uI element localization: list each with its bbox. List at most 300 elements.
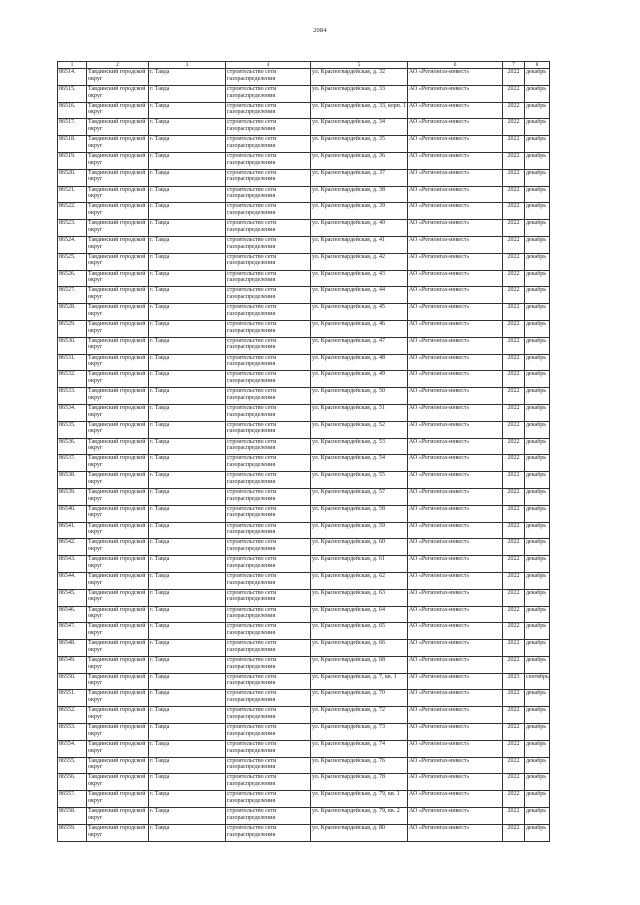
work-type-cell: строительство сети газораспределения	[226, 791, 311, 808]
work-type-cell: строительство сети газораспределения	[226, 623, 311, 640]
organization-cell: АО «Регионгаз-инвест»	[408, 505, 503, 522]
district-cell: Тавдинский городской округ	[87, 673, 149, 690]
year-cell: 2022	[503, 287, 525, 304]
locality-cell: г. Тавда	[149, 774, 226, 791]
address-cell: ул. Красногвардейская, д. 50	[311, 388, 408, 405]
row-number: 86524.	[58, 236, 87, 253]
row-number: 86549.	[58, 656, 87, 673]
month-cell: декабрь	[525, 438, 550, 455]
district-cell: Тавдинский городской округ	[87, 808, 149, 825]
month-cell: декабрь	[525, 136, 550, 153]
table-row	[58, 354, 550, 371]
work-type-cell: строительство сети газораспределения	[226, 85, 311, 102]
year-cell: 2022	[503, 488, 525, 505]
table-row	[58, 824, 550, 841]
month-cell: декабрь	[525, 304, 550, 321]
district-cell: Тавдинский городской округ	[87, 119, 149, 136]
district-cell: Тавдинский городской округ	[87, 371, 149, 388]
work-type-cell: строительство сети газораспределения	[226, 707, 311, 724]
district-cell: Тавдинский городской округ	[87, 522, 149, 539]
organization-cell: АО «Регионгаз-инвест»	[408, 656, 503, 673]
table-row	[58, 287, 550, 304]
address-cell: ул. Красногвардейская, д. 39	[311, 203, 408, 220]
district-cell: Тавдинский городской округ	[87, 136, 149, 153]
year-cell: 2022	[503, 757, 525, 774]
district-cell: Тавдинский городской округ	[87, 438, 149, 455]
locality-cell: г. Тавда	[149, 421, 226, 438]
table-row	[58, 623, 550, 640]
table-row	[58, 152, 550, 169]
address-cell: ул. Красногвардейская, д. 36	[311, 152, 408, 169]
table-row	[58, 320, 550, 337]
organization-cell: АО «Регионгаз-инвест»	[408, 606, 503, 623]
locality-cell: г. Тавда	[149, 287, 226, 304]
work-type-cell: строительство сети газораспределения	[226, 270, 311, 287]
table-row	[58, 304, 550, 321]
work-type-cell: строительство сети газораспределения	[226, 556, 311, 573]
month-cell: декабрь	[525, 169, 550, 186]
row-number: 86525.	[58, 253, 87, 270]
organization-cell: АО «Регионгаз-инвест»	[408, 236, 503, 253]
year-cell: 2022	[503, 824, 525, 841]
year-cell: 2022	[503, 304, 525, 321]
table-row	[58, 337, 550, 354]
month-cell: декабрь	[525, 455, 550, 472]
table-row	[58, 539, 550, 556]
locality-cell: г. Тавда	[149, 539, 226, 556]
locality-cell: г. Тавда	[149, 388, 226, 405]
locality-cell: г. Тавда	[149, 690, 226, 707]
address-cell: ул. Красногвардейская, д. 33, корп. 1	[311, 102, 408, 119]
organization-cell: АО «Регионгаз-инвест»	[408, 152, 503, 169]
column-number: 4	[226, 62, 311, 69]
row-number: 86535.	[58, 421, 87, 438]
year-cell: 2022	[503, 119, 525, 136]
row-number: 86520.	[58, 169, 87, 186]
district-cell: Тавдинский городской округ	[87, 102, 149, 119]
locality-cell: г. Тавда	[149, 757, 226, 774]
year-cell: 2022	[503, 421, 525, 438]
row-number: 86539.	[58, 488, 87, 505]
locality-cell: г. Тавда	[149, 186, 226, 203]
locality-cell: г. Тавда	[149, 169, 226, 186]
address-cell: ул. Красногвардейская, д. 42	[311, 253, 408, 270]
table-row	[58, 572, 550, 589]
locality-cell: г. Тавда	[149, 236, 226, 253]
district-cell: Тавдинский городской округ	[87, 724, 149, 741]
month-cell: декабрь	[525, 690, 550, 707]
address-cell: ул. Красногвардейская, д. 55	[311, 472, 408, 489]
locality-cell: г. Тавда	[149, 808, 226, 825]
year-cell: 2022	[503, 320, 525, 337]
locality-cell: г. Тавда	[149, 488, 226, 505]
row-number: 86541.	[58, 522, 87, 539]
table-row	[58, 707, 550, 724]
organization-cell: АО «Регионгаз-инвест»	[408, 438, 503, 455]
month-cell: сентябрь	[525, 673, 550, 690]
month-cell: декабрь	[525, 69, 550, 86]
table-row	[58, 606, 550, 623]
organization-cell: АО «Регионгаз-инвест»	[408, 690, 503, 707]
address-cell: ул. Красногвардейская, д. 58	[311, 505, 408, 522]
address-cell: ул. Красногвардейская, д. 38	[311, 186, 408, 203]
address-cell: ул. Красногвардейская, д. 34	[311, 119, 408, 136]
row-number: 86519.	[58, 152, 87, 169]
work-type-cell: строительство сети газораспределения	[226, 337, 311, 354]
address-cell: ул. Красногвардейская, д. 52	[311, 421, 408, 438]
month-cell: декабрь	[525, 656, 550, 673]
address-cell: ул. Красногвардейская, д. 61	[311, 556, 408, 573]
page-number: 2084	[313, 27, 327, 34]
work-type-cell: строительство сети газораспределения	[226, 808, 311, 825]
locality-cell: г. Тавда	[149, 85, 226, 102]
organization-cell: АО «Регионгаз-инвест»	[408, 337, 503, 354]
year-cell: 2022	[503, 572, 525, 589]
district-cell: Тавдинский городской округ	[87, 488, 149, 505]
table-row	[58, 119, 550, 136]
table-row	[58, 640, 550, 657]
work-type-cell: строительство сети газораспределения	[226, 539, 311, 556]
work-type-cell: строительство сети газораспределения	[226, 169, 311, 186]
year-cell: 2022	[503, 724, 525, 741]
address-cell: ул. Красногвардейская, д. 78	[311, 774, 408, 791]
work-type-cell: строительство сети газораспределения	[226, 774, 311, 791]
row-number: 86550.	[58, 673, 87, 690]
address-cell: ул. Красногвардейская, д. 43	[311, 270, 408, 287]
district-cell: Тавдинский городской округ	[87, 270, 149, 287]
address-cell: ул. Красногвардейская, д. 37	[311, 169, 408, 186]
locality-cell: г. Тавда	[149, 69, 226, 86]
row-number: 86543.	[58, 556, 87, 573]
district-cell: Тавдинский городской округ	[87, 220, 149, 237]
work-type-cell: строительство сети газораспределения	[226, 589, 311, 606]
month-cell: декабрь	[525, 606, 550, 623]
year-cell: 2022	[503, 707, 525, 724]
organization-cell: АО «Регионгаз-инвест»	[408, 589, 503, 606]
year-cell: 2022	[503, 102, 525, 119]
month-cell: декабрь	[525, 724, 550, 741]
organization-cell: АО «Регионгаз-инвест»	[408, 421, 503, 438]
district-cell: Тавдинский городской округ	[87, 757, 149, 774]
work-type-cell: строительство сети газораспределения	[226, 304, 311, 321]
locality-cell: г. Тавда	[149, 220, 226, 237]
row-number: 86516.	[58, 102, 87, 119]
year-cell: 2022	[503, 455, 525, 472]
month-cell: декабрь	[525, 539, 550, 556]
locality-cell: г. Тавда	[149, 572, 226, 589]
organization-cell: АО «Регионгаз-инвест»	[408, 270, 503, 287]
district-cell: Тавдинский городской округ	[87, 203, 149, 220]
organization-cell: АО «Регионгаз-инвест»	[408, 85, 503, 102]
work-type-cell: строительство сети газораспределения	[226, 724, 311, 741]
locality-cell: г. Тавда	[149, 640, 226, 657]
work-type-cell: строительство сети газораспределения	[226, 673, 311, 690]
row-number: 86521.	[58, 186, 87, 203]
month-cell: декабрь	[525, 404, 550, 421]
month-cell: декабрь	[525, 556, 550, 573]
table-row	[58, 589, 550, 606]
year-cell: 2022	[503, 85, 525, 102]
table-row	[58, 757, 550, 774]
year-cell: 2022	[503, 656, 525, 673]
district-cell: Тавдинский городской округ	[87, 656, 149, 673]
table-row	[58, 791, 550, 808]
month-cell: декабрь	[525, 488, 550, 505]
column-number: 8	[525, 62, 550, 69]
work-type-cell: строительство сети газораспределения	[226, 572, 311, 589]
row-number: 86518.	[58, 136, 87, 153]
year-cell: 2022	[503, 640, 525, 657]
address-cell: ул. Красногвардейская, д. 54	[311, 455, 408, 472]
month-cell: декабрь	[525, 824, 550, 841]
work-type-cell: строительство сети газораспределения	[226, 640, 311, 657]
year-cell: 2022	[503, 438, 525, 455]
district-cell: Тавдинский городской округ	[87, 472, 149, 489]
year-cell: 2022	[503, 236, 525, 253]
address-cell: ул. Красногвардейская, д. 65	[311, 623, 408, 640]
table-body	[58, 69, 550, 842]
month-cell: декабрь	[525, 253, 550, 270]
month-cell: декабрь	[525, 505, 550, 522]
year-cell: 2022	[503, 522, 525, 539]
year-cell: 2022	[503, 606, 525, 623]
year-cell: 2022	[503, 404, 525, 421]
address-cell: ул. Красногвардейская, д. 80	[311, 824, 408, 841]
organization-cell: АО «Регионгаз-инвест»	[408, 253, 503, 270]
table-row	[58, 438, 550, 455]
address-cell: ул. Красногвардейская, д. 45	[311, 304, 408, 321]
year-cell: 2022	[503, 270, 525, 287]
row-number: 86529.	[58, 320, 87, 337]
year-cell: 2022	[503, 505, 525, 522]
year-cell: 2022	[503, 69, 525, 86]
organization-cell: АО «Регионгаз-инвест»	[408, 404, 503, 421]
work-type-cell: строительство сети газораспределения	[226, 371, 311, 388]
month-cell: декабрь	[525, 757, 550, 774]
month-cell: декабрь	[525, 152, 550, 169]
table-row	[58, 505, 550, 522]
table-row	[58, 270, 550, 287]
row-number: 86556.	[58, 774, 87, 791]
organization-cell: АО «Регионгаз-инвест»	[408, 136, 503, 153]
table-row	[58, 656, 550, 673]
work-type-cell: строительство сети газораспределения	[226, 320, 311, 337]
month-cell: декабрь	[525, 119, 550, 136]
row-number: 86553.	[58, 724, 87, 741]
year-cell: 2022	[503, 152, 525, 169]
table-row	[58, 774, 550, 791]
row-number: 86536.	[58, 438, 87, 455]
month-cell: декабрь	[525, 808, 550, 825]
table-row	[58, 102, 550, 119]
organization-cell: АО «Регионгаз-инвест»	[408, 757, 503, 774]
month-cell: декабрь	[525, 287, 550, 304]
locality-cell: г. Тавда	[149, 438, 226, 455]
district-cell: Тавдинский городской округ	[87, 791, 149, 808]
district-cell: Тавдинский городской округ	[87, 421, 149, 438]
organization-cell: АО «Регионгаз-инвест»	[408, 371, 503, 388]
table-row	[58, 220, 550, 237]
locality-cell: г. Тавда	[149, 824, 226, 841]
district-cell: Тавдинский городской округ	[87, 539, 149, 556]
organization-cell: АО «Регионгаз-инвест»	[408, 320, 503, 337]
row-number: 86538.	[58, 472, 87, 489]
row-number: 86515.	[58, 85, 87, 102]
locality-cell: г. Тавда	[149, 371, 226, 388]
address-cell: ул. Красногвардейская, д. 33	[311, 85, 408, 102]
column-number: 7	[503, 62, 525, 69]
district-cell: Тавдинский городской округ	[87, 320, 149, 337]
locality-cell: г. Тавда	[149, 404, 226, 421]
month-cell: декабрь	[525, 320, 550, 337]
month-cell: декабрь	[525, 589, 550, 606]
year-cell: 2022	[503, 203, 525, 220]
year-cell: 2022	[503, 556, 525, 573]
row-number: 86523.	[58, 220, 87, 237]
locality-cell: г. Тавда	[149, 354, 226, 371]
organization-cell: АО «Регионгаз-инвест»	[408, 640, 503, 657]
year-cell: 2022	[503, 371, 525, 388]
row-number: 86530.	[58, 337, 87, 354]
district-cell: Тавдинский городской округ	[87, 85, 149, 102]
locality-cell: г. Тавда	[149, 707, 226, 724]
row-number: 86527.	[58, 287, 87, 304]
address-cell: ул. Красногвардейская, д. 79, кв. 2	[311, 808, 408, 825]
locality-cell: г. Тавда	[149, 606, 226, 623]
month-cell: декабрь	[525, 522, 550, 539]
row-number: 86546.	[58, 606, 87, 623]
organization-cell: АО «Регионгаз-инвест»	[408, 102, 503, 119]
locality-cell: г. Тавда	[149, 623, 226, 640]
district-cell: Тавдинский городской округ	[87, 572, 149, 589]
table-row	[58, 556, 550, 573]
table-row	[58, 136, 550, 153]
address-cell: ул. Красногвардейская, д. 32	[311, 69, 408, 86]
work-type-cell: строительство сети газораспределения	[226, 236, 311, 253]
work-type-cell: строительство сети газораспределения	[226, 757, 311, 774]
district-cell: Тавдинский городской округ	[87, 69, 149, 86]
work-type-cell: строительство сети газораспределения	[226, 287, 311, 304]
month-cell: декабрь	[525, 791, 550, 808]
address-cell: ул. Красногвардейская, д. 57	[311, 488, 408, 505]
address-cell: ул. Красногвардейская, д. 73	[311, 724, 408, 741]
locality-cell: г. Тавда	[149, 304, 226, 321]
district-cell: Тавдинский городской округ	[87, 505, 149, 522]
month-cell: декабрь	[525, 270, 550, 287]
work-type-cell: строительство сети газораспределения	[226, 203, 311, 220]
organization-cell: АО «Регионгаз-инвест»	[408, 169, 503, 186]
registry-table	[57, 61, 550, 842]
address-cell: ул. Красногвардейская, д. 51	[311, 404, 408, 421]
column-number-row	[58, 62, 550, 69]
district-cell: Тавдинский городской округ	[87, 623, 149, 640]
year-cell: 2022	[503, 354, 525, 371]
table-row	[58, 808, 550, 825]
work-type-cell: строительство сети газораспределения	[226, 152, 311, 169]
organization-cell: АО «Регионгаз-инвест»	[408, 740, 503, 757]
row-number: 86555.	[58, 757, 87, 774]
work-type-cell: строительство сети газораспределения	[226, 455, 311, 472]
address-cell: ул. Красногвардейская, д. 48	[311, 354, 408, 371]
organization-cell: АО «Регионгаз-инвест»	[408, 119, 503, 136]
year-cell: 2022	[503, 791, 525, 808]
address-cell: ул. Красногвардейская, д. 62	[311, 572, 408, 589]
address-cell: ул. Красногвардейская, д. 40	[311, 220, 408, 237]
row-number: 86557.	[58, 791, 87, 808]
locality-cell: г. Тавда	[149, 505, 226, 522]
organization-cell: АО «Регионгаз-инвест»	[408, 724, 503, 741]
work-type-cell: строительство сети газораспределения	[226, 472, 311, 489]
organization-cell: АО «Регионгаз-инвест»	[408, 791, 503, 808]
address-cell: ул. Красногвардейская, д. 64	[311, 606, 408, 623]
district-cell: Тавдинский городской округ	[87, 354, 149, 371]
organization-cell: АО «Регионгаз-инвест»	[408, 556, 503, 573]
district-cell: Тавдинский городской округ	[87, 186, 149, 203]
organization-cell: АО «Регионгаз-инвест»	[408, 623, 503, 640]
work-type-cell: строительство сети газораспределения	[226, 438, 311, 455]
row-number: 86533.	[58, 388, 87, 405]
row-number: 86551.	[58, 690, 87, 707]
address-cell: ул. Красногвардейская, д. 41	[311, 236, 408, 253]
table-row	[58, 421, 550, 438]
locality-cell: г. Тавда	[149, 740, 226, 757]
address-cell: ул. Красногвардейская, д. 49	[311, 371, 408, 388]
work-type-cell: строительство сети газораспределения	[226, 488, 311, 505]
locality-cell: г. Тавда	[149, 136, 226, 153]
district-cell: Тавдинский городской округ	[87, 556, 149, 573]
district-cell: Тавдинский городской округ	[87, 774, 149, 791]
district-cell: Тавдинский городской округ	[87, 707, 149, 724]
month-cell: декабрь	[525, 572, 550, 589]
row-number: 86514.	[58, 69, 87, 86]
column-number: 5	[311, 62, 408, 69]
organization-cell: АО «Регионгаз-инвест»	[408, 203, 503, 220]
year-cell: 2022	[503, 136, 525, 153]
table-row	[58, 69, 550, 86]
year-cell: 2022	[503, 169, 525, 186]
table-row	[58, 236, 550, 253]
organization-cell: АО «Регионгаз-инвест»	[408, 522, 503, 539]
row-number: 86534.	[58, 404, 87, 421]
row-number: 86528.	[58, 304, 87, 321]
year-cell: 2022	[503, 337, 525, 354]
month-cell: декабрь	[525, 371, 550, 388]
district-cell: Тавдинский городской округ	[87, 152, 149, 169]
year-cell: 2022	[503, 220, 525, 237]
table-row	[58, 690, 550, 707]
work-type-cell: строительство сети газораспределения	[226, 824, 311, 841]
month-cell: декабрь	[525, 102, 550, 119]
address-cell: ул. Красногвардейская, д. 59	[311, 522, 408, 539]
work-type-cell: строительство сети газораспределения	[226, 69, 311, 86]
organization-cell: АО «Регионгаз-инвест»	[408, 774, 503, 791]
row-number: 86532.	[58, 371, 87, 388]
month-cell: декабрь	[525, 85, 550, 102]
table-row	[58, 388, 550, 405]
organization-cell: АО «Регионгаз-инвест»	[408, 354, 503, 371]
work-type-cell: строительство сети газораспределения	[226, 136, 311, 153]
month-cell: декабрь	[525, 236, 550, 253]
organization-cell: АО «Регионгаз-инвест»	[408, 455, 503, 472]
month-cell: декабрь	[525, 354, 550, 371]
row-number: 86547.	[58, 623, 87, 640]
year-cell: 2022	[503, 774, 525, 791]
month-cell: декабрь	[525, 220, 550, 237]
table-row	[58, 186, 550, 203]
year-cell: 2022	[503, 388, 525, 405]
district-cell: Тавдинский городской округ	[87, 404, 149, 421]
row-number: 86554.	[58, 740, 87, 757]
